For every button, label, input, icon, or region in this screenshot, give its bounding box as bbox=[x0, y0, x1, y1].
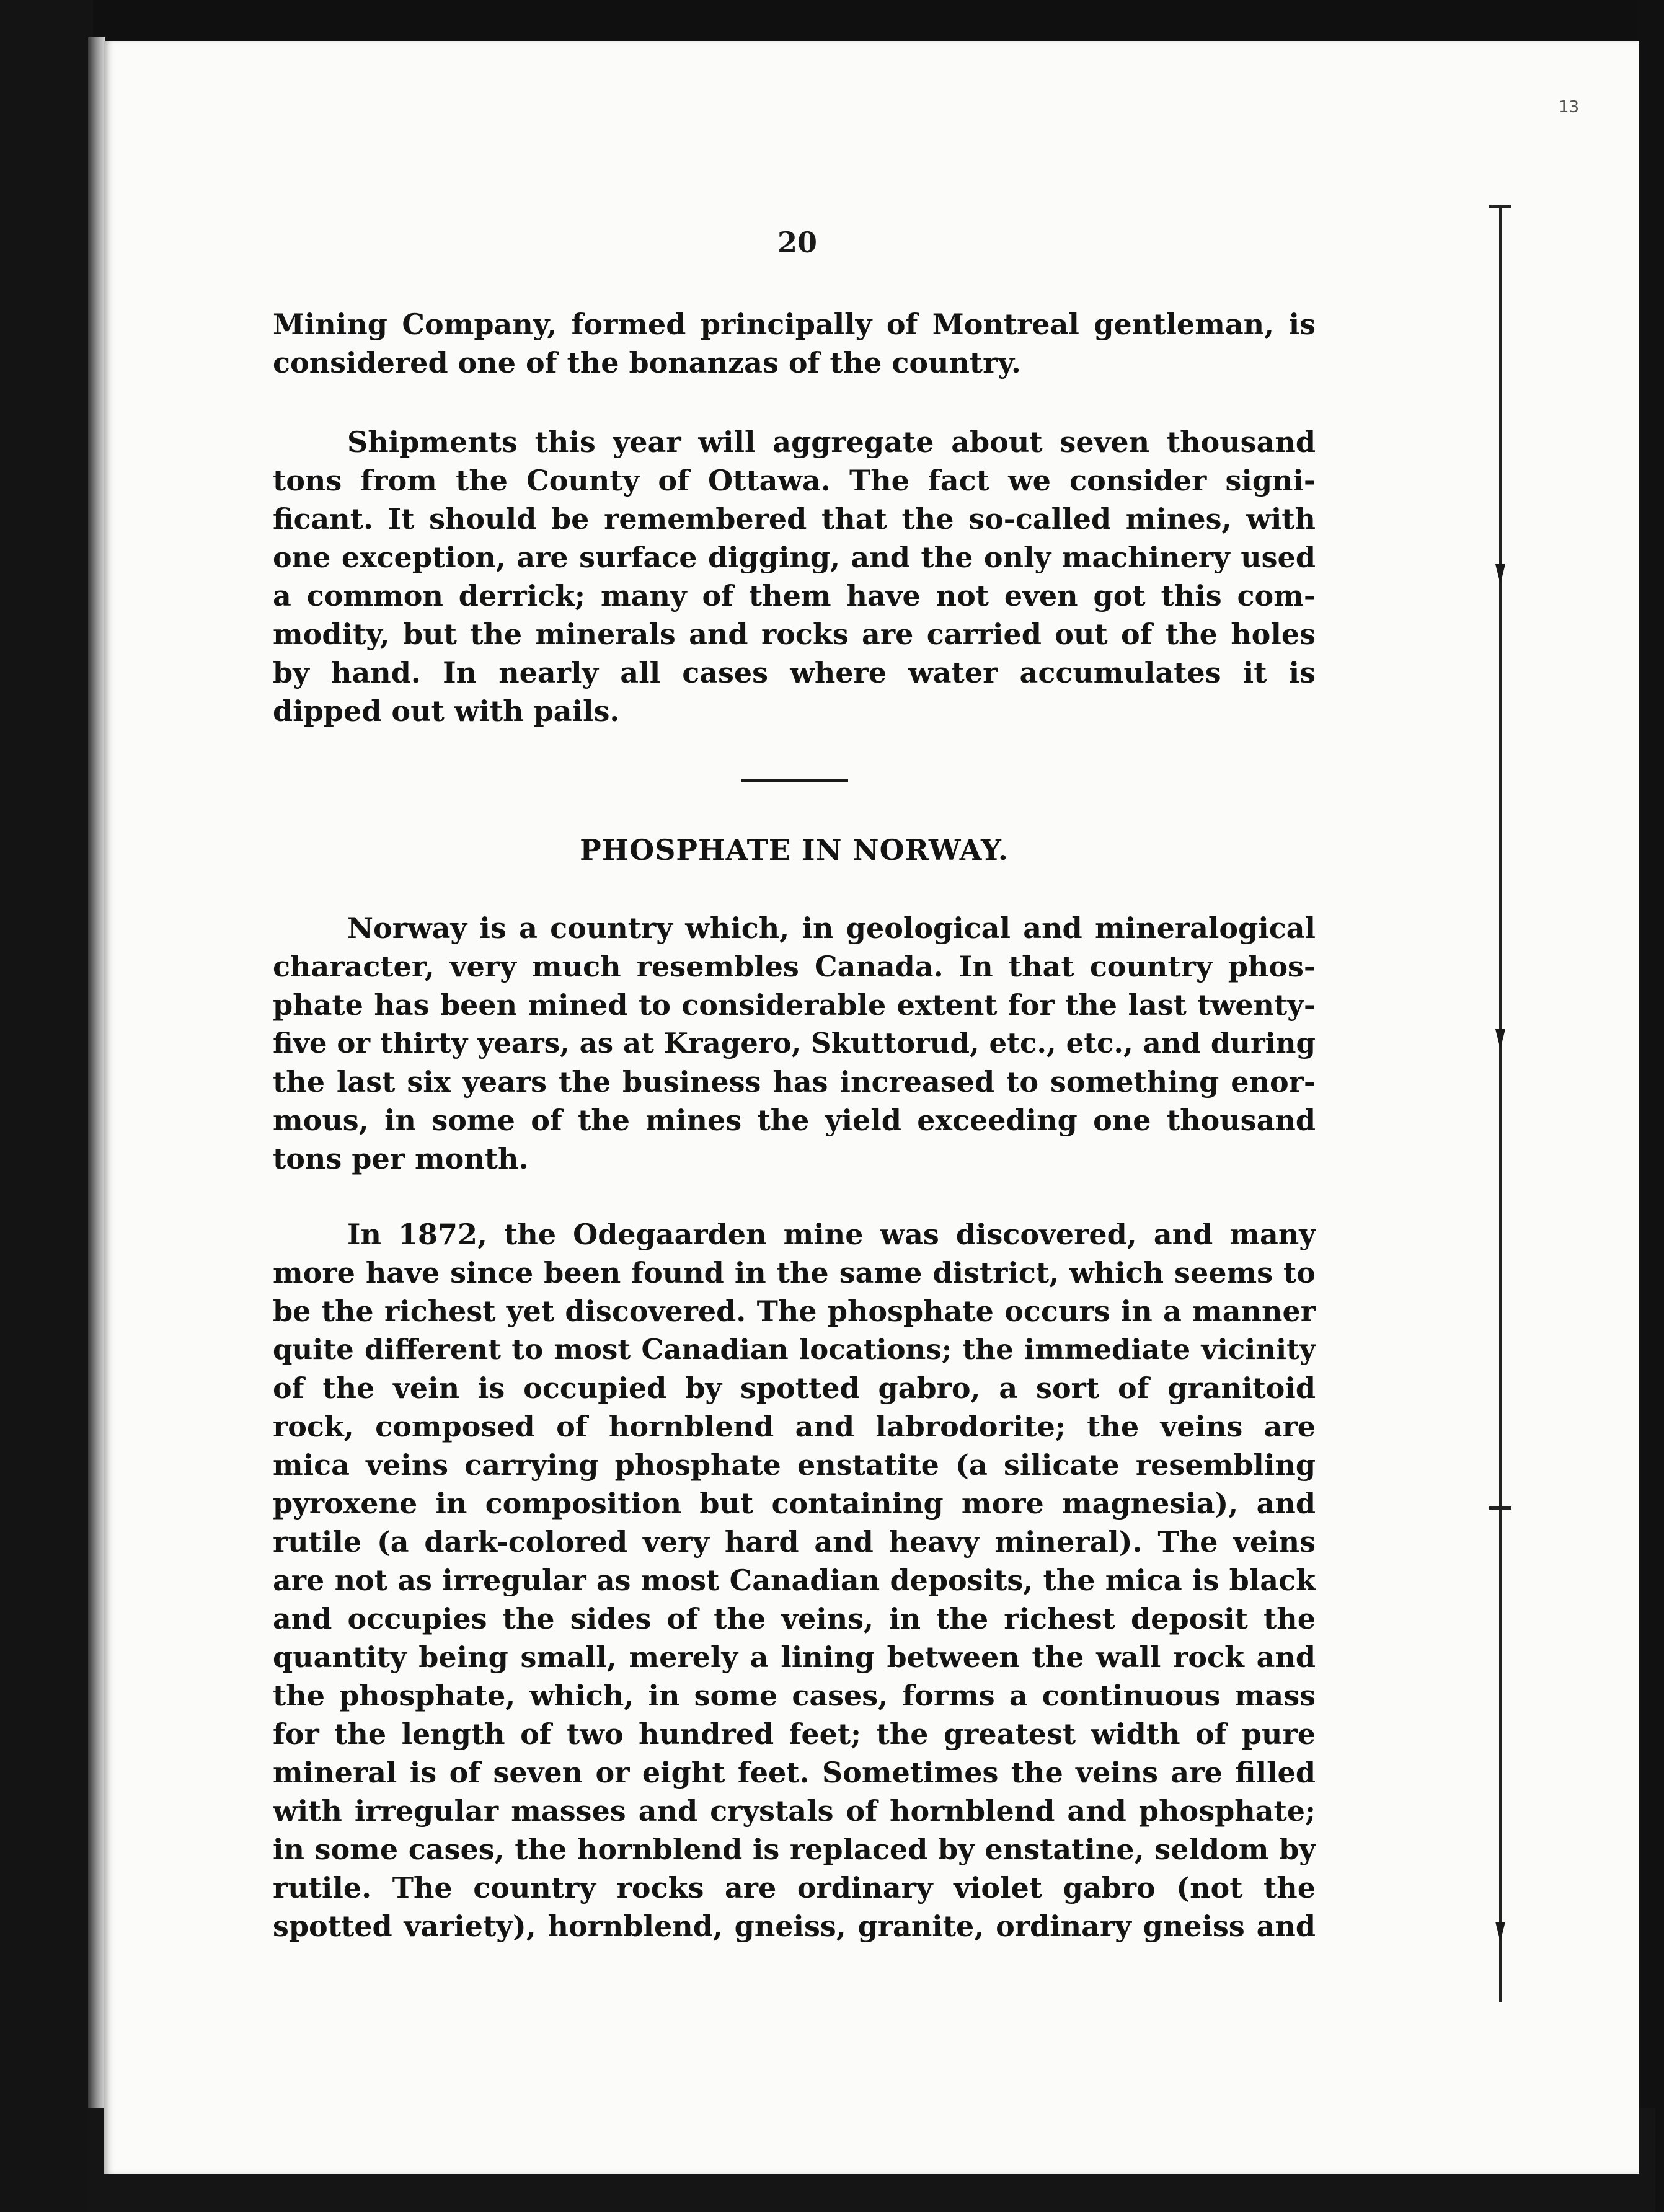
text-line: rutile (a dark-colored very hard and heavy mineral). The veins bbox=[273, 1525, 1316, 1559]
text-line: one exception, are surface digging, and the only machinery used bbox=[273, 541, 1316, 574]
text-line: and occupies the sides of the veins, in the richest deposit the bbox=[273, 1602, 1316, 1635]
paragraph-norway bbox=[273, 909, 1316, 1178]
text-line: ficant. It should be remembered that the so-called mines, with bbox=[273, 502, 1316, 536]
text-line: five or thirty years, as at Kragero, Skuttorud, etc., etc., and during bbox=[273, 1027, 1316, 1060]
page-edge bbox=[88, 37, 105, 2108]
text-line: the phosphate, which, in some cases, forms a continuous mass bbox=[273, 1679, 1316, 1712]
text-line: mous, in some of the mines the yield exceeding one thousand bbox=[273, 1104, 1316, 1137]
corner-mark: 13 bbox=[1559, 98, 1580, 117]
text-line: spotted variety), hornblend, gneiss, granite, ordinary gneiss and bbox=[273, 1909, 1316, 1943]
text-line: In 1872, the Odegaarden mine was discovered, and many bbox=[347, 1218, 1316, 1251]
text-line: more have since been found in the same district, which seems to bbox=[273, 1256, 1316, 1290]
text-line: character, very much resembles Canada. In that country phos- bbox=[273, 950, 1316, 983]
binding-line bbox=[1499, 205, 1502, 2002]
paragraph-odegaarden bbox=[273, 1215, 1316, 1945]
text-line: in some cases, the hornblend is replaced by enstatine, seldom by bbox=[273, 1833, 1316, 1866]
scan-border-right bbox=[1637, 0, 1664, 2212]
text-line: phate has been mined to considerable extent for the last twenty- bbox=[273, 988, 1316, 1022]
text-line: Mining Company, formed principally of Montreal gentleman, is bbox=[273, 307, 1316, 341]
text-line: quantity being small, merely a lining between the wall rock and bbox=[273, 1640, 1316, 1674]
text-line: be the richest yet discovered. The phosphate occurs in a manner bbox=[273, 1294, 1316, 1328]
text-line: a common derrick; many of them have not even got this com- bbox=[273, 579, 1316, 613]
text-line: the last six years the business has increased to something enor- bbox=[273, 1065, 1316, 1099]
text-line: for the length of two hundred feet; the greatest width of pure bbox=[273, 1717, 1316, 1751]
text-line: dipped out with pails. bbox=[273, 694, 620, 728]
text-line: quite different to most Canadian locations; the immediate vicinity bbox=[273, 1333, 1316, 1366]
text-line: tons per month. bbox=[273, 1142, 529, 1175]
section-separator bbox=[741, 779, 848, 782]
text-line: with irregular masses and crystals of hornblend and phosphate; bbox=[273, 1794, 1316, 1828]
text-line: modity, but the minerals and rocks are carried out of the holes bbox=[273, 617, 1316, 651]
text-line: mica veins carrying phosphate enstatite (a silicate resembling bbox=[273, 1448, 1316, 1482]
text-line: of the vein is occupied by spotted gabro, a sort of granitoid bbox=[273, 1371, 1316, 1405]
paragraph-shipments bbox=[273, 423, 1316, 730]
paragraph-continued bbox=[273, 305, 1316, 382]
section-heading: PHOSPHATE IN NORWAY. bbox=[580, 833, 1009, 867]
text-line: Norway is a country which, in geological and mineralogical bbox=[347, 911, 1316, 945]
binding-tick bbox=[1489, 1506, 1511, 1510]
text-line: considered one of the bonanzas of the country. bbox=[273, 346, 1021, 379]
text-line: by hand. In nearly all cases where water accumulates it is bbox=[273, 656, 1316, 689]
text-line: rutile. The country rocks are ordinary violet gabro (not the bbox=[273, 1871, 1316, 1905]
text-line: pyroxene in composition but containing more magnesia), and bbox=[273, 1487, 1316, 1520]
text-line: tons from the County of Ottawa. The fact we consider signi- bbox=[273, 464, 1316, 497]
text-line: mineral is of seven or eight feet. Sometimes the veins are filled bbox=[273, 1756, 1316, 1789]
text-line: Shipments this year will aggregate about seven thousand bbox=[347, 425, 1316, 459]
text-line: are not as irregular as most Canadian deposits, the mica is black bbox=[273, 1564, 1316, 1597]
scan-border-left bbox=[0, 0, 93, 2212]
scan-border-top bbox=[0, 0, 1664, 43]
text-line: rock, composed of hornblend and labrodorite; the veins are bbox=[273, 1410, 1316, 1443]
binding-tick bbox=[1489, 205, 1511, 208]
page-number: 20 bbox=[777, 226, 817, 259]
